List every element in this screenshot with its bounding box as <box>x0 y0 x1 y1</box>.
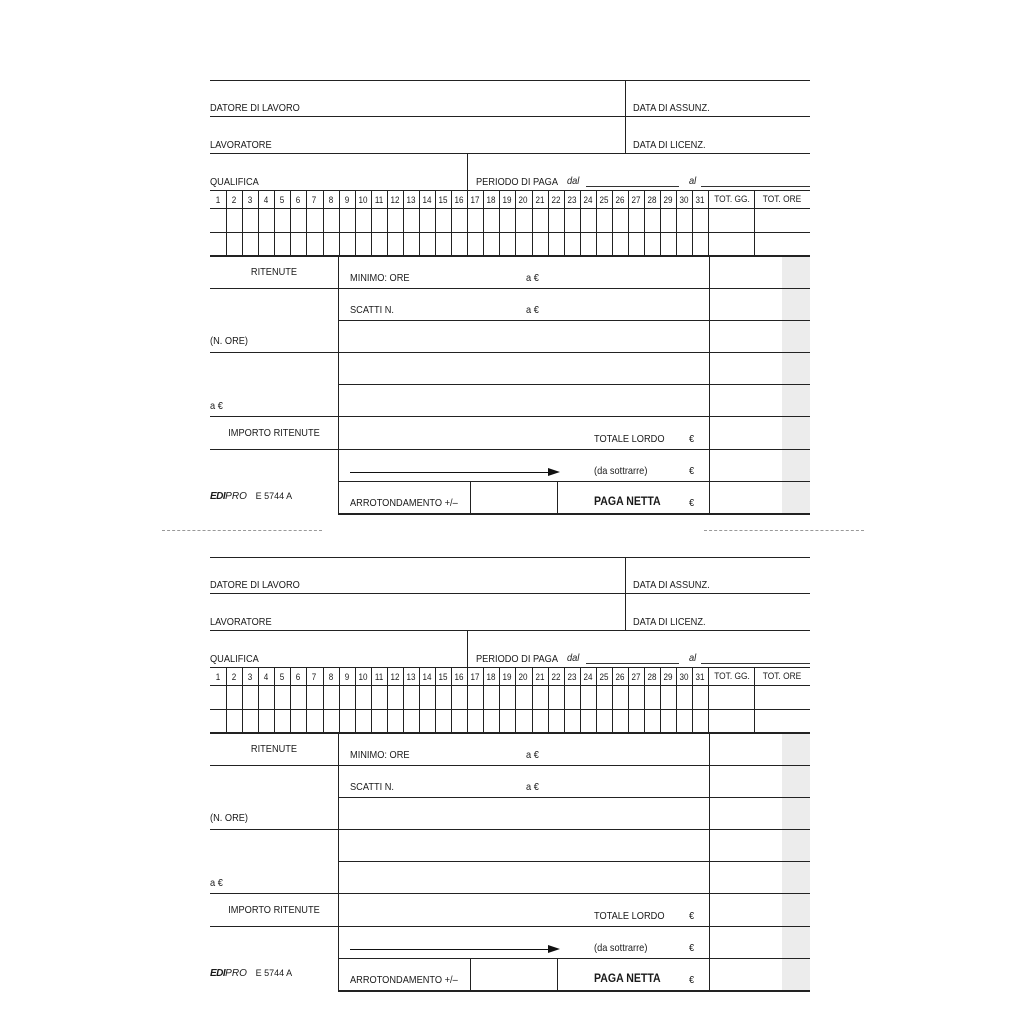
net-pay-euro: € <box>689 497 695 509</box>
day-15: 15 <box>438 195 448 206</box>
deduction-amount-label: IMPORTO RITENUTE <box>228 904 320 916</box>
pay-period-label: PERIODO DI PAGA <box>476 176 558 188</box>
edipro-logo <box>210 967 292 980</box>
to-label: al <box>689 175 697 187</box>
subtract-euro: € <box>689 465 695 477</box>
to-label: al <box>689 652 697 664</box>
gross-total-label: TOTALE LORDO <box>594 910 665 922</box>
employer-label: DATORE DI LAVORO <box>210 579 300 591</box>
employer-label: DATORE DI LAVORO <box>210 102 300 114</box>
increments-euro: a € <box>526 781 539 793</box>
day-8: 8 <box>328 195 333 206</box>
qualification-label: QUALIFICA <box>210 176 259 188</box>
shaded-column <box>782 734 810 991</box>
from-date-line <box>586 663 679 664</box>
day-7: 7 <box>312 672 317 683</box>
hire-date-label: DATA DI ASSUNZ. <box>633 579 710 591</box>
hours-count-label: (N. ORE) <box>210 812 248 824</box>
day-25: 25 <box>599 195 609 206</box>
day-21: 21 <box>535 672 545 683</box>
day-30: 30 <box>679 195 689 206</box>
day-22: 22 <box>551 672 561 683</box>
day-30: 30 <box>679 672 689 683</box>
day-12: 12 <box>390 672 400 683</box>
day-17: 17 <box>470 672 480 683</box>
from-label: dal <box>567 175 580 187</box>
worker-label: LAVORATORE <box>210 139 272 151</box>
day-21: 21 <box>535 195 545 206</box>
minimum-hours-label: MINIMO: ORE <box>350 749 410 761</box>
day-9: 9 <box>344 195 349 206</box>
termination-date-label: DATA DI LICENZ. <box>633 616 706 628</box>
day-6: 6 <box>296 195 301 206</box>
day-31: 31 <box>695 672 705 683</box>
to-date-line <box>701 186 810 187</box>
day-7: 7 <box>312 195 317 206</box>
day-18: 18 <box>486 672 496 683</box>
increments-euro: a € <box>526 304 539 316</box>
worker-label: LAVORATORE <box>210 616 272 628</box>
day-19: 19 <box>502 672 512 683</box>
hire-date-label: DATA DI ASSUNZ. <box>633 102 710 114</box>
day-20: 20 <box>518 195 528 206</box>
from-date-line <box>586 186 679 187</box>
cut-line-left <box>162 530 322 531</box>
qualification-label: QUALIFICA <box>210 653 259 665</box>
day-29: 29 <box>663 672 673 683</box>
deductions-label: RITENUTE <box>250 743 298 755</box>
day-27: 27 <box>631 672 641 683</box>
subtract-euro: € <box>689 942 695 954</box>
day-1: 1 <box>215 195 221 206</box>
deductions-label: RITENUTE <box>250 266 298 278</box>
day-10: 10 <box>358 672 368 683</box>
logo-pro: PRO <box>225 491 247 502</box>
day-11: 11 <box>374 195 383 206</box>
arrow-line <box>350 949 556 950</box>
day-13: 13 <box>406 672 416 683</box>
product-code: E 5744 A <box>255 968 293 978</box>
day-3: 3 <box>247 195 253 206</box>
day-23: 23 <box>567 195 577 206</box>
minimum-hours-label: MINIMO: ORE <box>350 272 410 284</box>
day-14: 14 <box>422 672 432 683</box>
day-15: 15 <box>438 672 448 683</box>
day-12: 12 <box>390 195 400 206</box>
rate-label: a € <box>210 400 223 412</box>
total-days-label: TOT. GG. <box>714 671 750 682</box>
net-pay-euro: € <box>689 974 695 986</box>
day-19: 19 <box>502 195 512 206</box>
minimum-hours-euro: a € <box>526 272 539 284</box>
termination-date-label: DATA DI LICENZ. <box>633 139 706 151</box>
day-16: 16 <box>454 672 464 683</box>
gross-total-label: TOTALE LORDO <box>594 433 665 445</box>
day-28: 28 <box>647 672 657 683</box>
day-11: 11 <box>374 672 383 683</box>
gross-total-euro: € <box>689 433 695 445</box>
logo-pro: PRO <box>225 968 247 979</box>
day-27: 27 <box>631 195 641 206</box>
day-26: 26 <box>615 195 625 206</box>
deduction-amount-label: IMPORTO RITENUTE <box>228 427 320 439</box>
day-29: 29 <box>663 195 673 206</box>
edipro-logo <box>210 490 292 503</box>
shaded-column <box>782 257 810 514</box>
rounding-label: ARROTONDAMENTO +/– <box>350 497 458 509</box>
arrow-icon <box>548 468 560 476</box>
day-4: 4 <box>263 672 269 683</box>
day-13: 13 <box>406 195 416 206</box>
from-label: dal <box>567 652 580 664</box>
minimum-hours-euro: a € <box>526 749 539 761</box>
net-pay-label: PAGA NETTA <box>594 494 661 508</box>
day-23: 23 <box>567 672 577 683</box>
payslip-form-bottom <box>210 557 810 991</box>
day-24: 24 <box>583 195 593 206</box>
day-25: 25 <box>599 672 609 683</box>
day-1: 1 <box>215 672 221 683</box>
increments-label: SCATTI N. <box>350 781 394 793</box>
payslip-form-top <box>210 80 810 514</box>
subtract-label: (da sottrarre) <box>594 942 648 954</box>
day-5: 5 <box>280 195 285 206</box>
day-16: 16 <box>454 195 464 206</box>
day-14: 14 <box>422 195 432 206</box>
day-5: 5 <box>280 672 285 683</box>
cut-line-right <box>704 530 864 531</box>
rounding-label: ARROTONDAMENTO +/– <box>350 974 458 986</box>
gross-total-euro: € <box>689 910 695 922</box>
hours-count-label: (N. ORE) <box>210 335 248 347</box>
total-hours-label: TOT. ORE <box>762 671 802 682</box>
arrow-line <box>350 472 556 473</box>
day-2: 2 <box>231 195 237 206</box>
to-date-line <box>701 663 810 664</box>
day-9: 9 <box>344 672 349 683</box>
product-code: E 5744 A <box>255 491 293 501</box>
day-17: 17 <box>470 195 480 206</box>
day-24: 24 <box>583 672 593 683</box>
day-18: 18 <box>486 195 496 206</box>
pay-period-label: PERIODO DI PAGA <box>476 653 558 665</box>
day-26: 26 <box>615 672 625 683</box>
day-3: 3 <box>247 672 253 683</box>
day-4: 4 <box>263 195 269 206</box>
arrow-icon <box>548 945 560 953</box>
day-28: 28 <box>647 195 657 206</box>
day-31: 31 <box>695 195 705 206</box>
logo-edi: EDI <box>210 968 226 979</box>
day-6: 6 <box>296 672 301 683</box>
day-20: 20 <box>518 672 528 683</box>
total-days-label: TOT. GG. <box>714 194 750 205</box>
day-2: 2 <box>231 672 237 683</box>
total-hours-label: TOT. ORE <box>762 194 802 205</box>
day-22: 22 <box>551 195 561 206</box>
subtract-label: (da sottrarre) <box>594 465 648 477</box>
net-pay-label: PAGA NETTA <box>594 971 661 985</box>
increments-label: SCATTI N. <box>350 304 394 316</box>
logo-edi: EDI <box>210 491 226 502</box>
day-10: 10 <box>358 195 368 206</box>
day-8: 8 <box>328 672 333 683</box>
rate-label: a € <box>210 877 223 889</box>
